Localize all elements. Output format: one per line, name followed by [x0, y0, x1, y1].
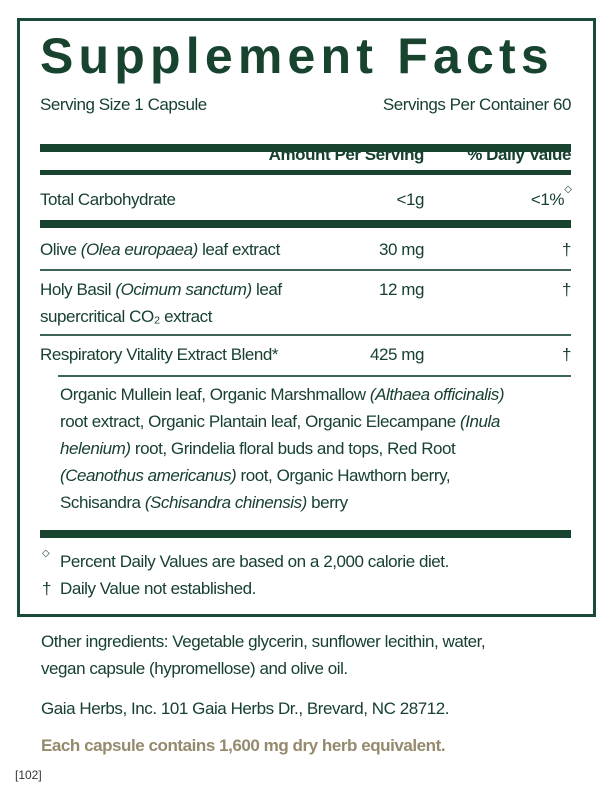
text: Schisandra: [60, 493, 145, 512]
nutrient-dv: <1%: [530, 190, 564, 209]
label-code: [102]: [15, 768, 42, 782]
other-ingredients-line: Other ingredients: Vegetable glycerin, sunflower lecithin, water,: [41, 632, 486, 651]
text: root extract, Organic Plantain leaf, Organic Elecampane: [60, 412, 461, 431]
name-text: Olive: [40, 240, 81, 259]
latin-name: (Schisandra chinensis): [144, 493, 307, 512]
latin-name: helenium): [60, 439, 131, 458]
ingredient-amount: 30 mg: [379, 240, 424, 259]
footnote-text: Percent Daily Values are based on a 2,000 calorie diet.: [60, 552, 449, 571]
dagger-mark: †: [561, 280, 571, 299]
name-text: leaf: [251, 280, 282, 299]
dagger-mark: †: [561, 345, 571, 364]
other-ingredients-line: vegan capsule (hypromellose) and olive oil.: [41, 659, 348, 678]
divider-thick: [40, 220, 571, 228]
latin-name: (Olea europaea): [80, 240, 198, 259]
blend-ingredients-line: [60, 385, 504, 405]
ingredient-name: [40, 240, 280, 260]
name-text: leaf extract: [197, 240, 280, 259]
ingredient-name: [40, 280, 282, 300]
divider-thin: [58, 375, 571, 377]
blend-ingredients-line: [60, 493, 348, 513]
blend-amount: 425 mg: [369, 345, 424, 364]
diamond-icon: ◇: [564, 184, 572, 195]
blend-name: Respiratory Vitality Extract Blend*: [40, 345, 279, 364]
nutrient-name: Total Carbohydrate: [40, 190, 176, 209]
text: berry: [306, 493, 348, 512]
footnote-text: Daily Value not established.: [60, 579, 256, 598]
nutrient-amount: <1g: [396, 190, 424, 209]
herb-equivalent-note: Each capsule contains 1,600 mg dry herb equivalent.: [41, 736, 446, 755]
divider-medium: [40, 170, 571, 175]
divider-thin: [40, 269, 571, 271]
divider-thin: [40, 334, 571, 336]
latin-name: (Ceanothus americanus): [60, 466, 237, 485]
text: root, Grindelia floral buds and tops, Red Root: [130, 439, 456, 458]
latin-name: (Inula: [460, 412, 500, 431]
name-text: Holy Basil: [40, 280, 116, 299]
blend-ingredients-line: [60, 412, 500, 432]
text: root, Organic Hawthorn berry,: [236, 466, 451, 485]
panel-title: Supplement Facts: [40, 28, 554, 84]
latin-name: (Althaea officinalis): [369, 385, 505, 404]
ingredient-amount: 12 mg: [379, 280, 424, 299]
servings-per-container: Servings Per Container 60: [382, 95, 571, 114]
serving-size: Serving Size 1 Capsule: [40, 95, 207, 114]
header-daily-value: % Daily Value: [467, 145, 571, 164]
header-amount: Amount Per Serving: [268, 145, 424, 164]
latin-name: (Ocimum sanctum): [115, 280, 252, 299]
divider-thick: [40, 530, 571, 538]
blend-ingredients-line: [60, 439, 455, 459]
diamond-icon: ◇: [42, 548, 50, 559]
dagger-mark: †: [561, 240, 571, 259]
blend-ingredients-line: [60, 466, 450, 486]
dagger-icon: †: [42, 579, 52, 598]
manufacturer-address: Gaia Herbs, Inc. 101 Gaia Herbs Dr., Brevard, NC 28712.: [41, 699, 450, 718]
text: Organic Mullein leaf, Organic Marshmallow: [60, 385, 370, 404]
ingredient-name-line2: supercritical CO₂ extract: [40, 307, 213, 326]
